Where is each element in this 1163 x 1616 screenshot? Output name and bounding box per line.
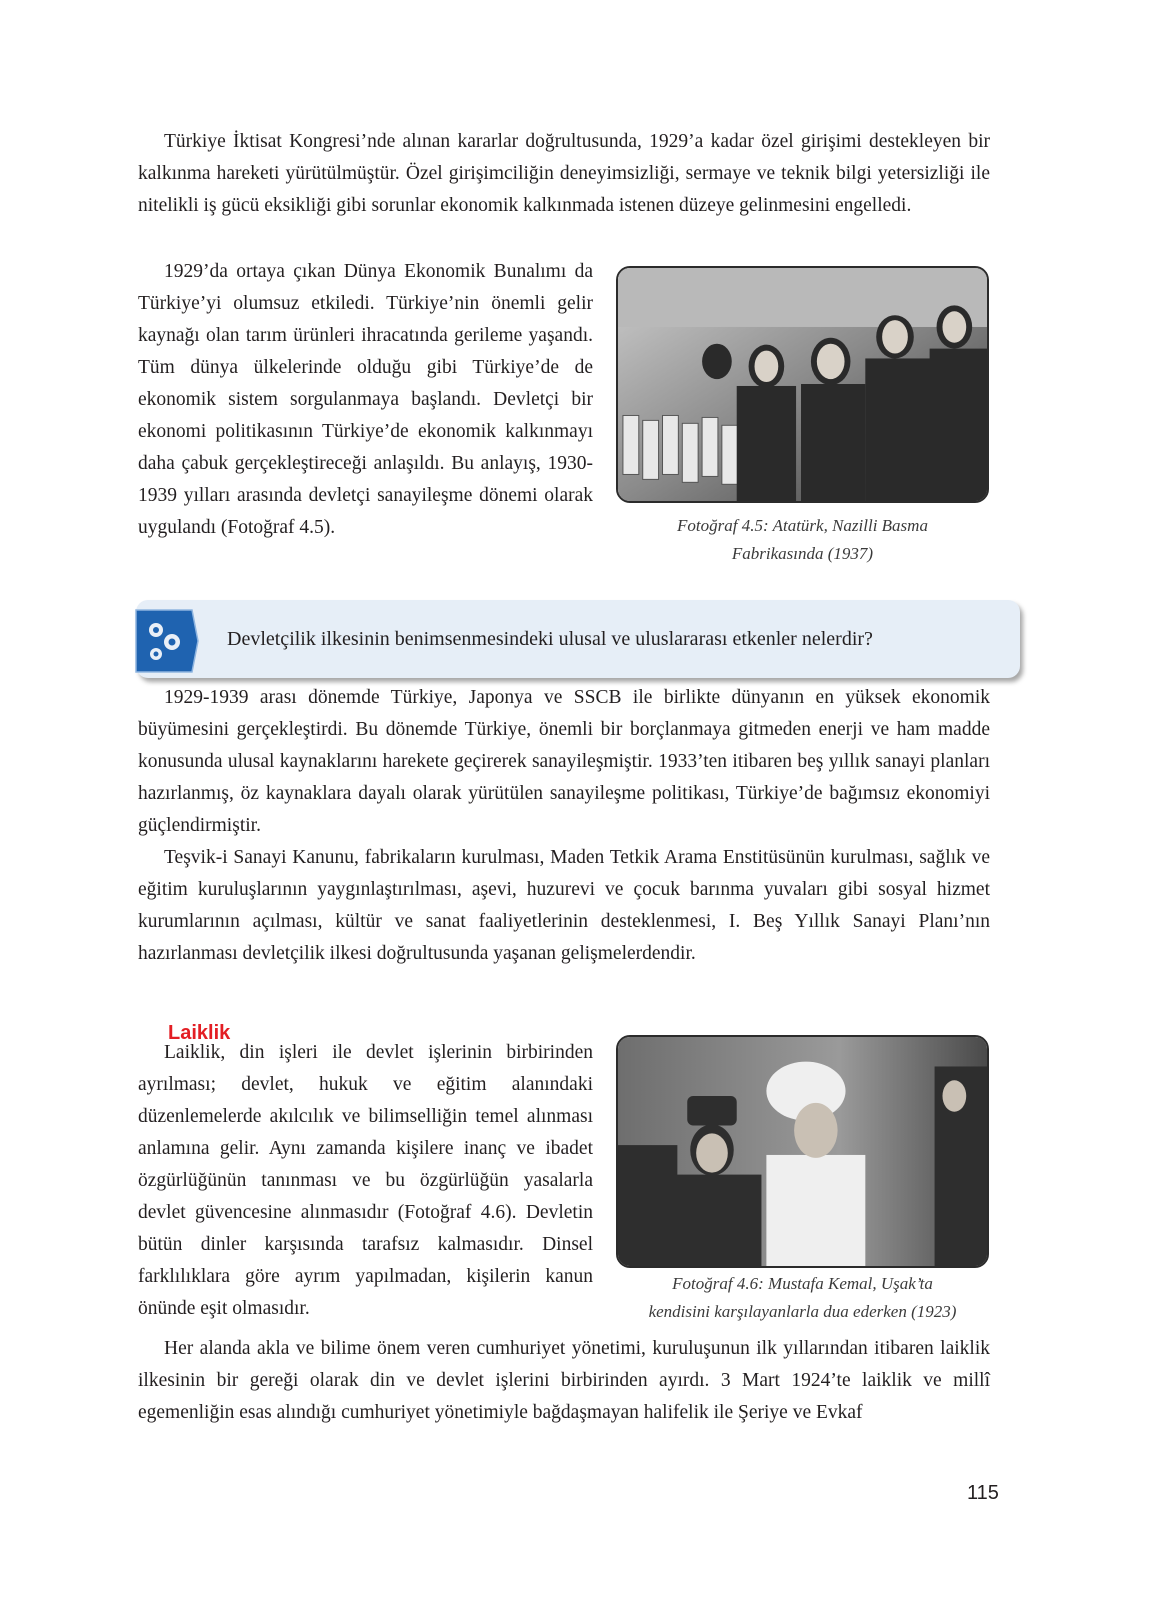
- photo-ataturk-nazilli: [616, 266, 989, 503]
- paragraph-crisis: 1929’da ortaya çıkan Dünya Ekonomik Bunalımı da Türkiye’yi olumsuz etkiledi. Türkiye’nin önemli gelir kaynağı olan tarım ürünleri ihracatında gerileme yaşandı. Tüm dünya ülkelerinde olduğu gibi Türkiye’de de ekonomik sistem sorgulanmaya başlandı. Devletçi bir ekonomi politikasının Türkiye’de ekonomik kalkınmayı daha çabuk gerçekleştireceği anlaşıldı. Bu anlayış, 1930-1939 yılları arasında devletçi sanayileşme dönemi olarak uygulandı (Fotoğraf 4.5).: [138, 261, 593, 538]
- usak-photo-image: [618, 1037, 987, 1266]
- photo-caption-4-6: [606, 1270, 999, 1326]
- paragraph-intro: Türkiye İktisat Kongresi’nde alınan kararlar doğrultusunda, 1929’a kadar özel girişimi destekleyen bir kalkınma hareketi yürütülmüştür. Özel girişimciliğin deneyimsizliği, sermaye ve teknik bilgi yetersizliği ile nitelikli iş gücü eksikliği gibi sorunlar ekonomik kalkınmada istenen düzeye gelinmesini engelledi.: [138, 131, 990, 216]
- paragraph-laiklik-history: Her alanda akla ve bilime önem veren cumhuriyet yönetimi, kuruluşunun ilk yıllarından itibaren laiklik ilkesinin bir gereği olarak din ve devlet işlerini birbirinden ayırdı. 3 Mart 1924’te laiklik ve millî egemenliğin esas alındığı cumhuriyet yönetimiyle bağdaşmayan halifelik ile Şeriye ve Evkaf: [138, 1338, 990, 1423]
- photo-caption-4-5: [616, 512, 989, 568]
- photo-mustafa-kemal-usak: [616, 1035, 989, 1268]
- paragraph-developments: Teşvik-i Sanayi Kanunu, fabrikaların kurulması, Maden Tetkik Arama Enstitüsünün kurulması, sağlık ve eğitim kuruluşlarının yaygınlaştırılması, aşevi, huzurevi ve çocuk barınma yuvaları gibi sosyal hizmet kurumlarının açılması, kültür ve sanat faaliyetlerinin desteklenmesi, I. Beş Yıllık Sanayi Planı’nın hazırlanması devletçilik ilkesi doğrultusunda yaşanan gelişmelerdendir.: [138, 847, 990, 964]
- section-heading-laiklik: Laiklik: [168, 1022, 231, 1044]
- factory-photo-image: [618, 268, 987, 501]
- gears-icon: [134, 606, 200, 676]
- caption-4-6-line1: Fotoğraf 4.6: Mustafa Kemal, Uşak’ta: [672, 1274, 933, 1293]
- page-number: 115: [967, 1482, 999, 1504]
- question-text: Devletçilik ilkesinin benimsenmesindeki ulusal ve uluslararası etkenler nelerdir?: [227, 628, 873, 650]
- paragraph-laiklik-definition: Laiklik, din işleri ile devlet işlerinin birbirinden ayrılması; devlet, hukuk ve eğitim alanındaki düzenlemelerde akılcılık ve bilimselliğin temel alınması anlamına gelir. Aynı zamanda kişilere inanç ve ibadet özgürlüğünün tanınması ve bu özgürlüğün yasalarla devlet güvencesine alınmasıdır (Fotoğraf 4.6). Devletin bütün dinler karşısında tarafsız kalmasıdır. Dinsel farklılıklara göre ayrım yapılmadan, kişilerin kanun önünde eşit olmasıdır.: [138, 1042, 593, 1319]
- caption-4-5-line1: Fotoğraf 4.5: Atatürk, Nazilli Basma: [677, 516, 928, 535]
- caption-4-6-line2: kendisini karşılayanlarla dua ederken (1923): [648, 1302, 957, 1321]
- paragraph-growth: 1929-1939 arası dönemde Türkiye, Japonya ve SSCB ile birlikte dünyanın en yüksek ekonomik büyümesini gerçekleştirdi. Bu dönemde Türkiye, önemli bir borçlanmaya gitmeden enerji ve ham madde konusunda ulusal kaynaklarını harekete geçirerek sanayileşmiştir. 1933’ten itibaren beş yıllık sanayi planları hazırlanmış, öz kaynaklara dayalı olarak yürütülen sanayileşme politikası, Türkiye’de bağımsız ekonomiyi güçlendirmiştir.: [138, 687, 990, 836]
- caption-4-5-line2: Fabrikasında (1937): [731, 544, 874, 563]
